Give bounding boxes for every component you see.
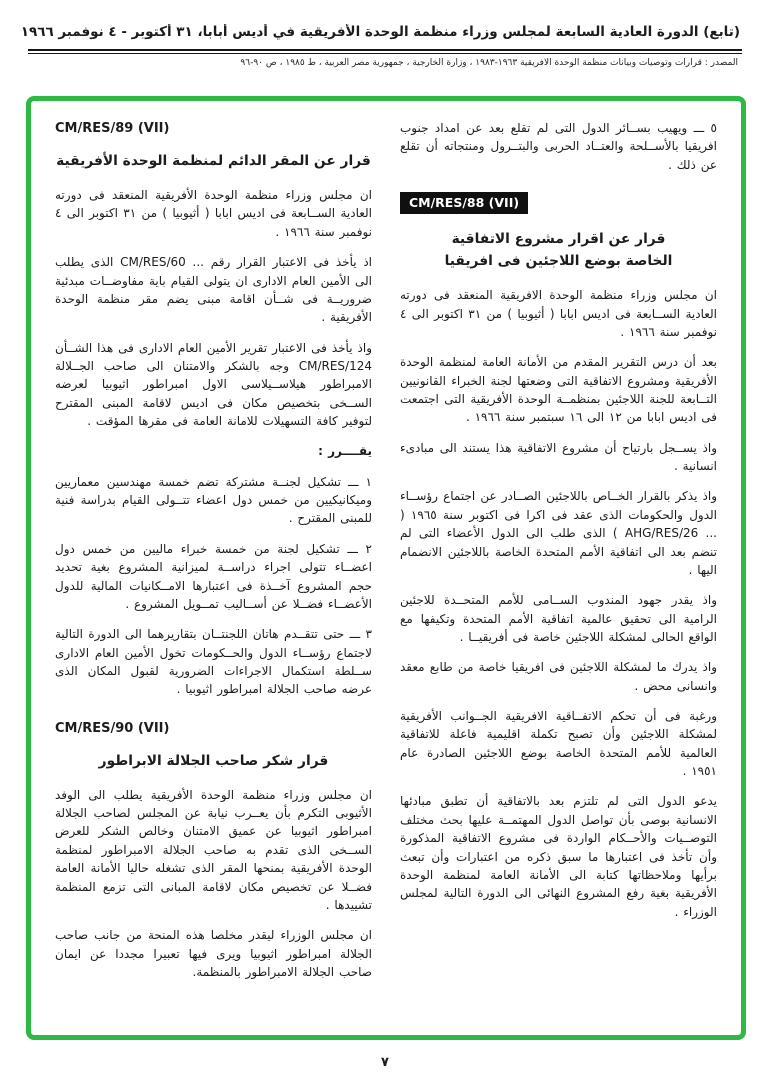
paragraph: واذ يذكر بالقرار الخــاص باللاجئين الصــادر عن اجتماع رؤســاء الدول والحكومات الذى عقد فى اكرا فى اكتوبر سنة ١٩٦٥ ( ... AHG/RES/26 ) الذى طلب الى الدول الأعضاء التى لم تنضم بعد الى اتفاقية الأمم المتحدة الخاصة باللاجئين الانضمام اليها . xyxy=(400,489,717,577)
paragraph: واذ يقدر جهود المندوب الســامى للأمم المتحــدة للاجئين الرامية الى تحقيق عالمية اتفاقية الأمم المتحدة وتكيفها مع الواقع الحالى لمشكلة اللاجئين خاصة فى أفريقيــا . xyxy=(400,593,717,644)
paragraph: ان مجلس وزراء منظمة الوحدة الأفريقية يطلب الى الوفد الأثيوبى التكرم بأن يعــرب نيابة عن المجلس لصاحب الجلالة امبراطور اثيوبيا عن عميق الامتنان وخالص الشكر للعرض الســخى الذى تقدم به صاحب الجلالة الامبراطور لمنظمة الوحدة الأفريقية بمنحها المقر الذى تشغله حاليا الأمانة العامة فضــلا عن تخصيص مكان لاقامة المبانى التى تزمع المنظمة تشييدها . xyxy=(55,787,372,912)
resolution-number-badge: CM/RES/88 (VII) xyxy=(400,192,528,214)
columns xyxy=(55,119,717,1027)
numbered-item-1: ١ ـــ تشكيل لجنــة مشتركة تضم خمسة مهندسين معماريين وميكانيكيين من خمس دول اعضاء تتــولى القيام بدراسة فنية للمبنى المقترح . xyxy=(55,474,372,526)
green-frame xyxy=(26,96,746,1040)
page-number: ٧ xyxy=(381,1055,389,1070)
paragraph: يدعو الدول التى لم تلتزم بعد بالاتفاقية أن تطبق مبادئها الانسانية بوصى بأن تواصل الدول المهتمــة عليها بحث مختلف التوصــيات والأحــكام الواردة فى مشروع الاتفاقية المذكورة وأن تأخذ فى اعتبارها ما سبق ذكره من اعتبارات وأن تبعث برأيها وملاحظاتها كتابة الى الأمانة العامة لمنظمة الوحدة الأفريقية بغية رفع المشروع النهائى الى الدورة التالية لمجلس الوزراء . xyxy=(400,794,717,919)
paragraph: بعد أن درس التقرير المقدم من الأمانة العامة لمنظمة الوحدة الأفريقية ومشروع الاتفاقية التى وضعتها لجنة الخبراء القانونيين التــابعة للجنة اللاجئين بمنظمــة الوحدة الأفريقية التى اجتمعت فى اديس ابابا من ١٢ الى ١٦ سبتمبر سنة ١٩٦٦ . xyxy=(400,355,717,425)
resolution-title-line-1: قرار عن اقرار مشروع الاتفاقية xyxy=(451,231,666,248)
paragraph: ان مجلس الوزراء ليقدر مخلصا هذه المنحة من جانب صاحب الجلالة امبراطور اثيوبيا ويرى فيها تعبيرا مجددا عن ايمان صاحب الجلالة الامبراطور بالمنظمة. xyxy=(55,928,372,979)
decree-word: يقــــرر : xyxy=(318,444,372,459)
paragraph: ان مجلس وزراء منظمة الوحدة الأفريقية المنعقد فى دورته العادية الســابعة فى اديس ابابا ( أثيوبيا ) من ٣١ اكتوبر الى ٤ نوفمبر سنة ١٩٦٦ . xyxy=(55,188,372,239)
resolution-number-res89: CM/RES/89 (VII) xyxy=(55,121,170,136)
right-column xyxy=(400,119,717,1027)
paragraph: واذ يأخذ فى الاعتبار تقرير الأمين العام الادارى فى هذا الشــأن CM/RES/124 وجه بالشكر والامتنان الى صاحب الجــلالة الامبراطور هيلاســيلاسى الاول امبراطور اثيوبيا لعرضه الســخى بتخصيص مكان فى اديس لاقامة المبنى المقترح لتوفير كافة التسهيلات للامانة العامة فى مقرها المؤقت . xyxy=(55,340,372,429)
header-source-line: المصدر : قرارات وتوصيات وبيانات منظمة الوحدة الأفريقية ١٩٦٣-١٩٨٣ ، وزارة الخارجية ، جمهورية مصر العربية ، ط ١٩٨٥ ، ص ٩٠-٩٦ xyxy=(240,58,738,68)
paragraph: ان مجلس وزراء منظمة الوحدة الافريقية المنعقد فى دورته العادية الســابعة فى اديس ابابا ( أثيوبيا ) من ٣١ اكتوبر الى ٤ نوفمبر سنة ١٩٦٦ . xyxy=(400,288,717,339)
paragraph: واذ يدرك ما لمشكلة اللاجئين فى افريقيا خاصة من طابع معقد وانسانى محض . xyxy=(400,660,717,693)
resolution-title-line-2: الخاصة بوضع اللاجئين فى افريقيا xyxy=(444,253,673,270)
left-column xyxy=(55,119,372,1027)
numbered-item-2: ٢ ـــ تشكيل لجنة من خمسة خبراء ماليين من خمس دول اعضــاء تتولى اجراء دراســة لميزانية المشروع بغية تحديد حجم المشروع آخــذة فى اعتبارها الامــكانيات المالية للدول الأعضــاء فضــلا عن أســاليب تمــويل المشروع . xyxy=(55,541,372,611)
resolution-title-res90: قرار شكر صاحب الجلالة الابراطور xyxy=(98,752,329,769)
numbered-item-3: ٣ ـــ حتى تتقــدم هاتان اللجنتــان بتقاريرهما الى الدورة التالية لاجتماع رؤســاء الدول والحــكومات تخول الأمين العام الادارى ســلطة استكمال الاجراءات الضرورية لقبول المكان الذى عرضه صاحب الجلالة امبراطور اثيوبيا . xyxy=(55,627,372,697)
paragraph: اذ يأخذ فى الاعتبار القرار رقم ... CM/RES/60 الذى يطلب الى الأمين العام الادارى ان يتولى القيام باية مفاوضــات مبدئية ضروريــة فى شــأن اقامة مبنى يضم مقر منظمة الوحدة الأفريقية . xyxy=(55,255,372,325)
paragraph: واذ يســجل بارتياح أن مشروع الاتفاقية هذا يستند الى مبادىء انسانية . xyxy=(400,440,717,474)
resolution-badge-wrap xyxy=(400,192,717,214)
paragraph: ورغبة فى أن تحكم الاتفــاقية الافريقية الجــوانب الأفريقية لمشكلة اللاجئين وأن تصبح تكملة اقليمية فاعلة للاتفاقية العالمية للأمم المتحدة الخاصة بوضع اللاجئين الصادرة عام ١٩٥١ . xyxy=(400,709,717,779)
header-rule xyxy=(28,49,742,54)
resolution-number-res90: CM/RES/90 (VII) xyxy=(55,720,170,736)
page-header xyxy=(0,0,770,68)
paragraph-list-item-5: ٥ ـــ ويهيب بســائر الدول التى لم تقلع بعد عن امداد جنوب افريقيا بالأســلحة والعتــاد الحربى والبتــرول ومنتجاته أن تقلع عن ذلك . xyxy=(400,121,717,172)
header-title: (تابع) الدورة العادية السابعة لمجلس وزراء منظمة الوحدة الأفريقية في أديس أبابا، ٣١ أكتوبر - ٤ نوفمبر ١٩٦٦ xyxy=(20,24,740,40)
resolution-title-res89: قرار عن المقر الدائم لمنظمة الوحدة الأفريقية xyxy=(56,153,371,169)
resolution-title-res88 xyxy=(400,228,717,272)
